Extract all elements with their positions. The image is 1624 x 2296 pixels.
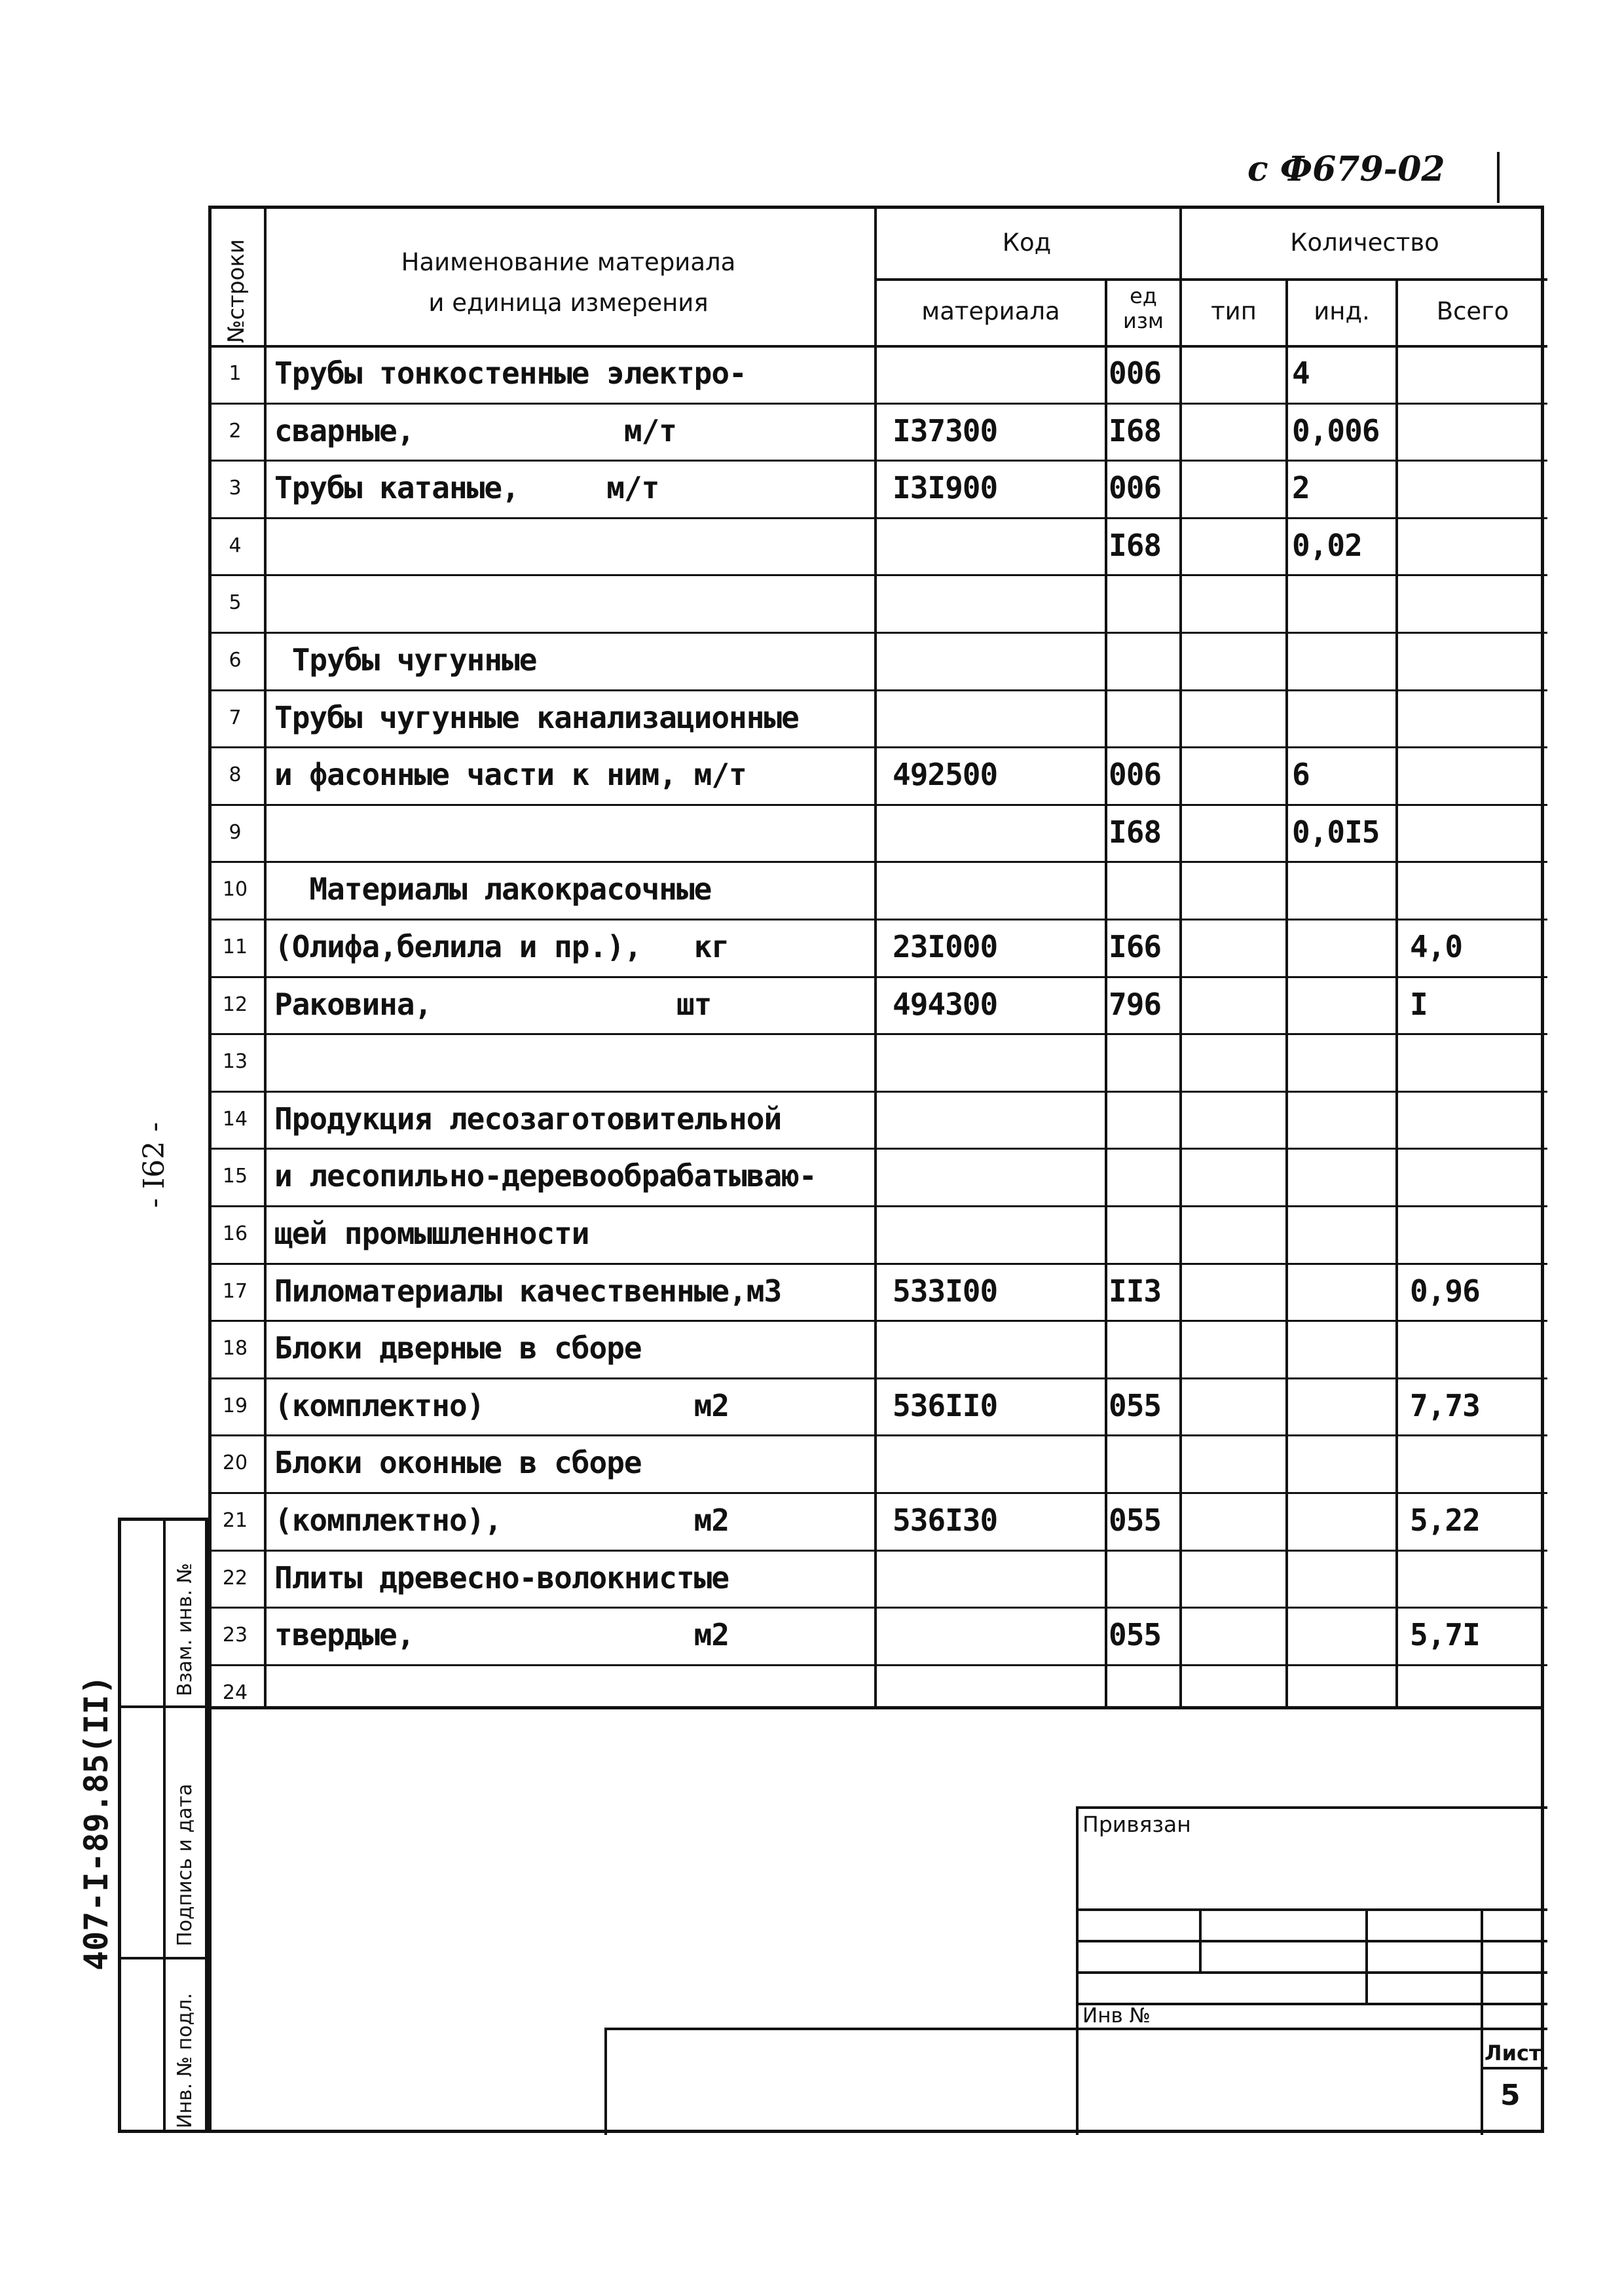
row-number: 8 — [229, 763, 242, 786]
row-number: 24 — [222, 1681, 248, 1704]
unit-code: II3 — [1109, 1273, 1162, 1309]
row-number: 23 — [222, 1624, 248, 1647]
material-name: Блоки дверные в сборе — [274, 1330, 642, 1366]
material-name: Раковина, шт — [274, 987, 712, 1022]
sheet-code: с Ф679-02 — [1247, 149, 1445, 189]
material-name: Материалы лакокрасочные — [274, 871, 712, 907]
row-divider — [212, 632, 1547, 634]
qty-ind: 4 — [1292, 355, 1310, 391]
row-divider — [212, 1263, 1547, 1265]
material-code: 536II0 — [893, 1388, 998, 1423]
qty-total: 4,0 — [1410, 929, 1463, 964]
document-designation: 407-I-89.85(II) — [77, 1675, 115, 1971]
row-number: 22 — [222, 1567, 248, 1590]
row-divider — [212, 460, 1547, 462]
material-name: (Олифа,белила и пр.), кг — [274, 929, 729, 964]
row-divider — [212, 517, 1547, 519]
list-value: 5 — [1500, 2079, 1521, 2112]
row-divider — [212, 1148, 1547, 1150]
row-divider — [212, 804, 1547, 806]
header-row-no: №строки — [223, 239, 249, 343]
material-code: I3I900 — [893, 470, 998, 505]
header-code-unit-1: ед — [1130, 283, 1157, 308]
material-name: Продукция лесозаготовительной — [274, 1101, 782, 1137]
unit-code: 006 — [1109, 355, 1162, 391]
header-qty-total: Всего — [1436, 297, 1509, 325]
material-name: и лесопильно-деревообрабатываю- — [274, 1158, 817, 1194]
materials-table — [208, 206, 1544, 1709]
material-name: Трубы катаные, м/т — [274, 470, 659, 505]
unit-code: I68 — [1109, 814, 1162, 850]
header-quantity: Количество — [1290, 228, 1439, 257]
row-number: 21 — [222, 1509, 248, 1532]
row-number: 6 — [229, 649, 242, 672]
header-code-material: материала — [921, 297, 1060, 325]
material-name: Пиломатериалы качественные,м3 — [274, 1273, 782, 1309]
row-number: 3 — [229, 477, 242, 500]
row-divider — [212, 1033, 1547, 1035]
material-name: твердые, м2 — [274, 1617, 729, 1652]
row-divider — [212, 861, 1547, 863]
page-number-side: - I62 - — [138, 1121, 171, 1208]
row-divider — [212, 1550, 1547, 1552]
qty-total: 5,7I — [1410, 1617, 1480, 1652]
inv-no-label: Инв № — [1082, 2004, 1151, 2028]
material-code: 492500 — [893, 757, 998, 792]
material-name: Трубы чугунные канализационные — [274, 700, 799, 735]
row-number: 17 — [222, 1280, 248, 1303]
material-code: 494300 — [893, 987, 998, 1022]
row-divider — [212, 919, 1547, 920]
material-name: Трубы тонкостенные электро- — [274, 355, 747, 391]
material-code: I37300 — [893, 413, 998, 448]
unit-code: I68 — [1109, 528, 1162, 563]
row-number: 9 — [229, 821, 242, 844]
row-divider — [212, 1377, 1547, 1379]
row-divider — [212, 1320, 1547, 1322]
material-name: сварные, м/т — [274, 413, 676, 448]
qty-ind: 0,006 — [1292, 413, 1380, 448]
row-number: 16 — [222, 1222, 248, 1245]
header-qty-type: тип — [1211, 297, 1257, 325]
row-number: 5 — [229, 591, 242, 614]
row-number: 4 — [229, 534, 242, 557]
qty-total: 5,22 — [1410, 1503, 1480, 1538]
row-number: 1 — [229, 362, 242, 385]
row-divider — [212, 1091, 1547, 1093]
material-name: Трубы чугунные — [274, 642, 537, 678]
row-number: 19 — [222, 1394, 248, 1417]
row-number: 15 — [222, 1165, 248, 1188]
row-number: 18 — [222, 1337, 248, 1360]
row-number: 10 — [222, 878, 248, 901]
qty-ind: 0,0I5 — [1292, 814, 1380, 850]
header-name-line1: Наименование материала — [401, 248, 736, 276]
material-name: (комплектно) м2 — [274, 1388, 729, 1423]
row-divider — [212, 746, 1547, 748]
unit-code: I66 — [1109, 929, 1162, 964]
row-number: 14 — [222, 1108, 248, 1131]
row-divider — [212, 403, 1547, 405]
material-code: 533I00 — [893, 1273, 998, 1309]
header-name-line2: и единица измерения — [428, 289, 709, 317]
material-name: (комплектно), м2 — [274, 1503, 729, 1538]
row-divider — [212, 1664, 1547, 1666]
row-divider — [212, 689, 1547, 691]
qty-total: I — [1410, 987, 1428, 1022]
row-number: 20 — [222, 1451, 248, 1474]
row-divider — [212, 1205, 1547, 1207]
unit-code: 006 — [1109, 757, 1162, 792]
qty-ind: 0,02 — [1292, 528, 1362, 563]
unit-code: 055 — [1109, 1388, 1162, 1423]
qty-ind: 6 — [1292, 757, 1310, 792]
row-number: 2 — [229, 420, 242, 443]
row-number: 12 — [222, 993, 248, 1016]
qty-total: 0,96 — [1410, 1273, 1480, 1309]
side-stamp — [118, 1518, 208, 2133]
qty-total: 7,73 — [1410, 1388, 1480, 1423]
row-divider — [212, 1607, 1547, 1609]
header-qty-ind: инд. — [1314, 297, 1370, 325]
unit-code: I68 — [1109, 413, 1162, 448]
header-code: Код — [1002, 228, 1052, 257]
unit-code: 055 — [1109, 1503, 1162, 1538]
material-name: щей промышленности — [274, 1216, 589, 1251]
title-block — [208, 1706, 1544, 2133]
material-code: 23I000 — [893, 929, 998, 964]
row-number: 7 — [229, 706, 242, 729]
material-name: Блоки оконные в сборе — [274, 1445, 642, 1480]
unit-code: 055 — [1109, 1617, 1162, 1652]
stamp-vzam-inv: Взам. инв. № — [174, 1563, 196, 1696]
stamp-inv-podl: Инв. № подл. — [174, 1993, 196, 2128]
row-divider — [212, 574, 1547, 576]
row-divider — [212, 976, 1547, 978]
material-name: Плиты древесно-волокнистые — [274, 1560, 729, 1595]
stamp-podpis-data: Подпись и дата — [174, 1783, 196, 1946]
material-code: 536I30 — [893, 1503, 998, 1538]
row-number: 13 — [222, 1050, 248, 1073]
code-divider — [1497, 152, 1500, 203]
unit-code: 796 — [1109, 987, 1162, 1022]
row-number: 11 — [222, 936, 248, 958]
row-divider — [212, 1434, 1547, 1436]
header-code-unit-2: изм — [1123, 308, 1164, 333]
qty-ind: 2 — [1292, 470, 1310, 505]
privyazan-label: Привязан — [1082, 1812, 1191, 1837]
row-divider — [212, 1492, 1547, 1494]
unit-code: 006 — [1109, 470, 1162, 505]
list-label: Лист — [1485, 2041, 1541, 2066]
material-name: и фасонные части к ним, м/т — [274, 757, 747, 792]
